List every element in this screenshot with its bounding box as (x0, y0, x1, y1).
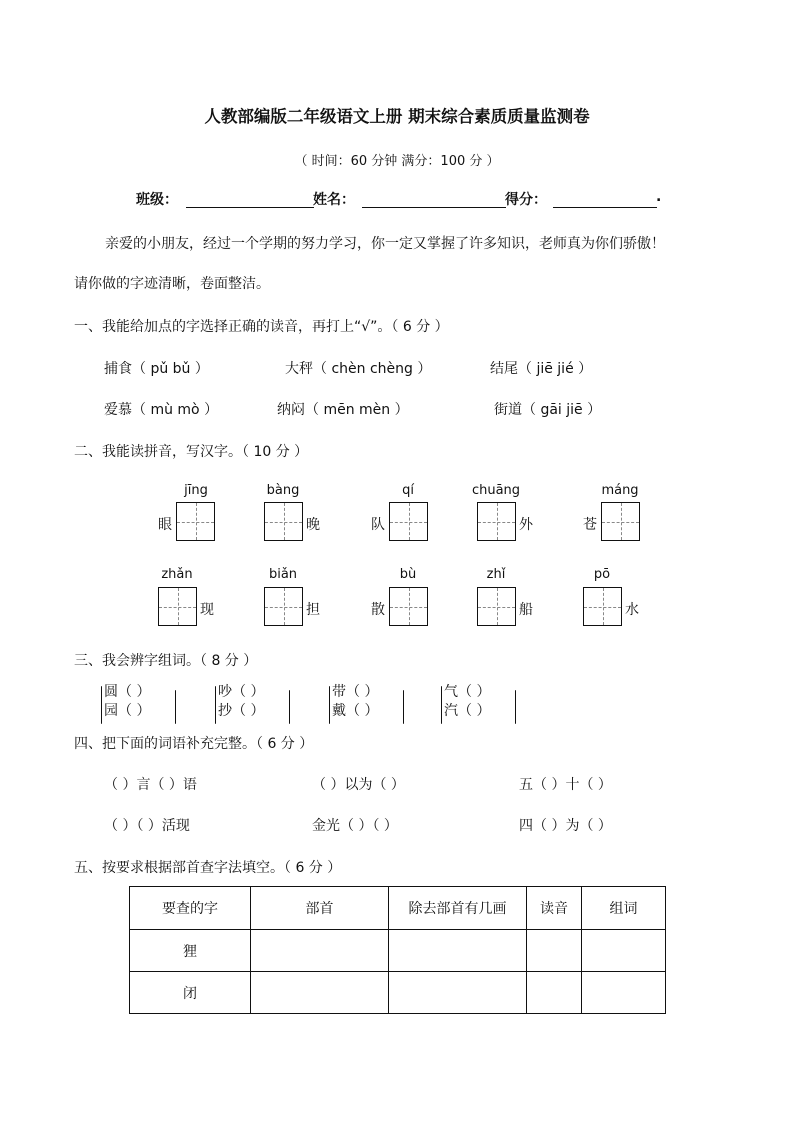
tianzige-box[interactable] (601, 502, 640, 541)
tianzige-box[interactable] (158, 587, 197, 626)
score-blank[interactable] (553, 207, 657, 208)
section-1-item[interactable]: 捕食（ pǔ bǔ ） (104, 361, 209, 377)
word-pair-bottom[interactable]: 抄（ ） (218, 703, 265, 719)
word-pair-top[interactable]: 圆（ ） (104, 684, 151, 700)
section-1-item[interactable]: 大秤（ chèn chèng ） (285, 361, 432, 377)
intro-line-2: 请你做的字迹清晰，卷面整洁。 (74, 276, 270, 292)
pinyin-label: qí (402, 483, 414, 498)
right-brace (515, 690, 516, 724)
context-char: 散 (371, 602, 385, 618)
pinyin-label: pō (593, 567, 611, 582)
table-header: 除去部首有几画 (389, 887, 527, 930)
table-header: 要查的字 (130, 887, 251, 930)
left-brace (329, 686, 330, 724)
context-char: 船 (519, 602, 533, 618)
radical-lookup-table (129, 886, 666, 1014)
table-cell-blank[interactable] (527, 930, 582, 972)
table-header: 读音 (527, 887, 582, 930)
context-char: 担 (306, 602, 320, 618)
intro-line-1: 亲爱的小朋友，经过一个学期的努力学习，你一定又掌握了许多知识，老师真为你们骄傲！ (105, 236, 665, 252)
idiom-blank[interactable]: （ ）言（ ）语 (104, 777, 197, 793)
table-cell-blank[interactable] (251, 972, 389, 1014)
tianzige-box[interactable] (477, 587, 516, 626)
table-row (130, 930, 666, 972)
tianzige-box[interactable] (583, 587, 622, 626)
section-3-heading: 三、我会辨字组词。（ 8 分 ） (74, 653, 258, 669)
context-char: 苍 (583, 517, 597, 533)
right-brace (175, 690, 176, 724)
context-char: 现 (200, 602, 214, 618)
table-cell-blank[interactable] (251, 930, 389, 972)
left-brace (215, 686, 216, 724)
word-pair-top[interactable]: 带（ ） (332, 684, 379, 700)
section-1-heading: 一、我能给加点的字选择正确的读音，再打上“√”。（ 6 分 ） (74, 319, 449, 335)
idiom-blank[interactable]: 四（ ）为（ ） (519, 818, 612, 834)
table-cell-blank[interactable] (389, 930, 527, 972)
end-mark: . (656, 189, 662, 205)
table-row (130, 972, 666, 1014)
table-header: 部首 (251, 887, 389, 930)
exam-time-score: （ 时间：60 分钟 满分：100 分 ） (294, 154, 500, 169)
table-cell-blank[interactable] (582, 930, 666, 972)
left-brace (441, 686, 442, 724)
pinyin-label: jīng (184, 483, 208, 498)
table-cell-blank[interactable] (582, 972, 666, 1014)
section-5-heading: 五、按要求根据部首查字法填空。（ 6 分 ） (74, 860, 342, 876)
section-4-heading: 四、把下面的词语补充完整。（ 6 分 ） (74, 736, 314, 752)
table-cell-blank[interactable] (527, 972, 582, 1014)
idiom-blank[interactable]: 金光（ ）（ ） (312, 818, 398, 834)
tianzige-box[interactable] (389, 587, 428, 626)
right-brace (403, 690, 404, 724)
tianzige-box[interactable] (264, 587, 303, 626)
section-1-item[interactable]: 结尾（ jiē jié ） (490, 361, 593, 377)
class-blank[interactable] (186, 207, 314, 208)
word-pair-bottom[interactable]: 园（ ） (104, 703, 151, 719)
word-pair-top[interactable]: 吵（ ） (218, 684, 265, 700)
table-cell-char: 狸 (130, 930, 251, 972)
table-header: 组词 (582, 887, 666, 930)
tianzige-box[interactable] (477, 502, 516, 541)
context-char: 晚 (306, 517, 320, 533)
idiom-blank[interactable]: 五（ ）十（ ） (519, 777, 612, 793)
section-1-item[interactable]: 爱慕（ mù mò ） (104, 402, 219, 418)
context-char: 外 (519, 517, 533, 533)
pinyin-label: bù (399, 567, 417, 582)
word-pair-top[interactable]: 气（ ） (444, 684, 491, 700)
page-title: 人教部编版二年级语文上册 期末综合素质质量监测卷 (204, 107, 590, 126)
pinyin-label: bàng (266, 483, 300, 498)
section-1-item[interactable]: 纳闷（ mēn mèn ） (277, 402, 409, 418)
tianzige-box[interactable] (264, 502, 303, 541)
context-char: 眼 (158, 517, 172, 533)
context-char: 水 (625, 602, 639, 618)
score-label: 得分： (505, 192, 547, 208)
section-1-item[interactable]: 街道（ gāi jiē ） (494, 402, 602, 418)
right-brace (289, 690, 290, 724)
left-brace (101, 686, 102, 724)
tianzige-box[interactable] (389, 502, 428, 541)
word-pair-bottom[interactable]: 汽（ ） (444, 703, 491, 719)
idiom-blank[interactable]: （ ）以为（ ） (312, 777, 405, 793)
table-cell-blank[interactable] (389, 972, 527, 1014)
word-pair-bottom[interactable]: 戴（ ） (332, 703, 379, 719)
pinyin-label: chuāng (471, 483, 521, 498)
pinyin-label: biǎn (268, 567, 298, 582)
pinyin-label: zhǎn (161, 567, 193, 582)
section-2-heading: 二、我能读拼音，写汉字。（ 10 分 ） (74, 444, 309, 460)
pinyin-label: zhǐ (486, 567, 506, 582)
pinyin-label: máng (601, 483, 639, 498)
tianzige-box[interactable] (176, 502, 215, 541)
context-char: 队 (371, 517, 385, 533)
class-label: 班级： (136, 192, 178, 208)
name-blank[interactable] (362, 207, 506, 208)
table-cell-char: 闭 (130, 972, 251, 1014)
idiom-blank[interactable]: （ ）（ ）活现 (104, 818, 190, 834)
name-label: 姓名： (313, 192, 355, 208)
